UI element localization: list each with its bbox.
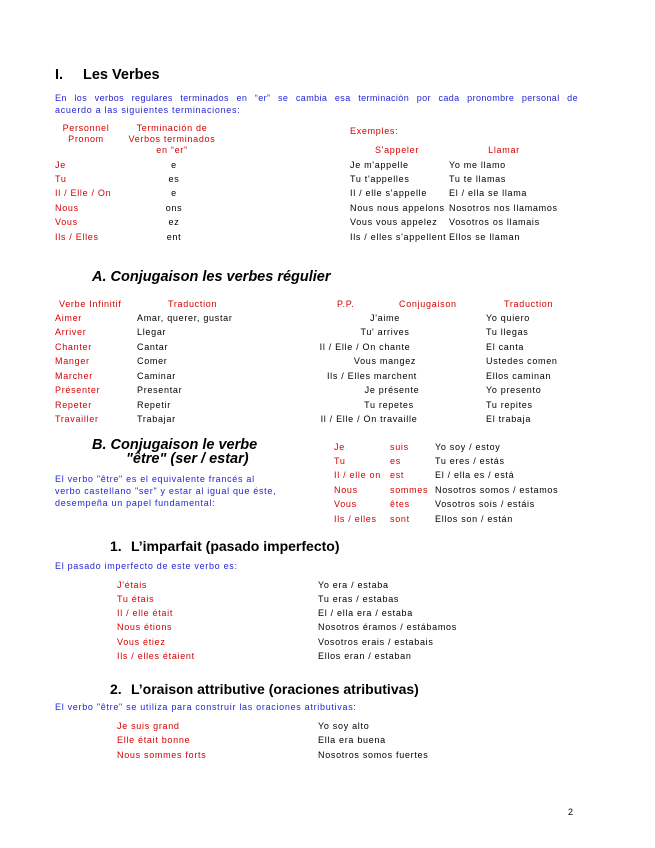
spanish-cell: Nosotros éramos / estábamos	[318, 622, 457, 633]
ending-cell: ez	[168, 217, 180, 228]
examples-table	[350, 160, 580, 245]
french-cell: Nous étions	[117, 622, 173, 633]
french-example-cell: Tu t'appelles	[350, 173, 410, 184]
header-ending: Verbos terminados	[128, 134, 216, 144]
table-row	[350, 217, 580, 228]
section-number: I.	[55, 67, 64, 83]
imparfait-table	[117, 580, 477, 666]
list-item	[117, 651, 477, 662]
ending-cell: ent	[166, 231, 182, 242]
infinitive-cell: Manger	[55, 356, 90, 366]
french-cell: Nous sommes forts	[117, 749, 207, 760]
spanish-cell: Ellos son / están	[435, 513, 513, 524]
infinitive-cell: Aimer	[55, 312, 83, 323]
infinitive-cell: Repeter	[55, 399, 92, 410]
spanish-cell: Yo soy / estoy	[435, 441, 501, 452]
ending-cell: es	[168, 173, 180, 184]
infinitive-cell: Marcher	[55, 370, 93, 381]
spanish-cell: Tu eras / estabas	[318, 593, 400, 604]
pronoun-cell: Nous	[334, 484, 358, 495]
ending-cell: e	[171, 159, 177, 170]
french-example-cell: Il / elle s'appelle	[350, 188, 428, 199]
french-example-cell: Je m'appelle	[350, 159, 409, 170]
french-cell: J'étais	[117, 579, 148, 590]
spanish-cell: Vosotros erais / estabais	[318, 636, 434, 647]
table-row	[55, 313, 595, 324]
ending-cell: e	[171, 188, 177, 199]
table-row	[350, 232, 580, 243]
spanish-cell: Tu eres / estás	[435, 455, 505, 466]
spanish-cell: Ellos eran / estaban	[318, 651, 412, 661]
table-row	[55, 203, 215, 214]
spanish-cell: Nosotros somos fuertes	[318, 749, 429, 760]
infinitive-cell: Travailler	[55, 414, 99, 424]
verb-form-cell: es	[390, 455, 401, 466]
pronoun-cell: Tu	[334, 455, 346, 466]
conjugation-cell: Tu repetes	[364, 399, 414, 410]
section-a-title: A. Conjugaison les verbes régulier	[92, 268, 331, 285]
spanish-cell: Ella era buena	[318, 735, 386, 745]
list-item	[117, 721, 477, 732]
header-french-example: S'appeler	[374, 145, 420, 155]
french-cell: Elle était bonne	[117, 735, 191, 745]
translation-cell: Amar, querer, gustar	[137, 312, 233, 323]
spanish-cell: Nosotros somos / estamos	[435, 484, 559, 495]
table-row	[334, 470, 584, 481]
table-row	[334, 442, 584, 453]
infinitive-cell: Présenter	[55, 385, 101, 395]
table-row	[55, 232, 215, 243]
section-b-intro-line: verbo castellano "ser" y estar al igual que éste,	[55, 485, 277, 496]
verb-form-cell: êtes	[390, 499, 410, 510]
section-b-title: B. Conjugaison le verbe	[92, 436, 258, 453]
french-example-cell: Nous nous appelons	[350, 202, 445, 213]
translation-cell: Llegar	[137, 327, 167, 337]
subsection-title: L’imparfait (pasado imperfecto)	[131, 538, 340, 554]
list-item	[117, 594, 477, 605]
conjugation-cell: J'aime	[370, 312, 400, 323]
pronoun-cell: Ils / elles	[334, 513, 377, 524]
endings-table	[55, 160, 215, 245]
french-cell: Je suis grand	[117, 720, 180, 731]
intro-line: acuerdo a las siguientes terminaciones:	[55, 105, 241, 115]
table-row	[334, 485, 584, 496]
table-row	[334, 499, 584, 510]
page-number: 2	[568, 806, 574, 817]
table-row	[55, 342, 595, 353]
subsection-title: L’oraison attributive (oraciones atributivas)	[131, 681, 419, 697]
verb-form-cell: sommes	[390, 484, 429, 495]
conj-translation-cell: Yo quiero	[486, 312, 531, 323]
table-row	[55, 371, 595, 382]
table-row	[55, 385, 595, 396]
section-b-intro-line: El verbo "être" es el equivalente francés al	[55, 473, 255, 484]
table-row	[55, 414, 595, 425]
conj-translation-cell: El canta	[486, 341, 525, 352]
conj-translation-cell: Ustedes comen	[486, 356, 558, 366]
spanish-cell: Yo era / estaba	[318, 579, 389, 590]
conj-translation-cell: Ellos caminan	[486, 370, 552, 381]
list-item	[117, 735, 477, 746]
infinitive-cell: Chanter	[55, 341, 92, 352]
pronoun-cell: Il / Elle / On	[55, 188, 112, 199]
list-item	[117, 608, 477, 619]
infinitive-cell: Arriver	[55, 327, 87, 337]
translation-cell: Cantar	[137, 341, 169, 352]
header-conjugation: Conjugaison	[399, 298, 457, 309]
ending-cell: ons	[165, 202, 183, 213]
pronoun-cell: Tu	[55, 173, 67, 184]
conjugation-cell: Il / Elle / On chante	[319, 341, 411, 352]
subsection-number: 1.	[110, 538, 122, 554]
header-infinitive: Verbe Infinitif	[59, 298, 122, 309]
spanish-cell: Vosotros sois / estáis	[435, 499, 535, 510]
spanish-cell: Yo soy alto	[318, 720, 370, 731]
spanish-example-cell: Vosotros os llamais	[449, 217, 540, 228]
translation-cell: Repetir	[137, 399, 171, 410]
french-example-cell: Vous vous appelez	[350, 217, 438, 228]
subsection-number: 2.	[110, 681, 122, 697]
table-row	[334, 514, 584, 525]
header-conj-translation: Traduction	[504, 298, 554, 309]
section-title: Les Verbes	[83, 67, 160, 83]
header-pronoun: Pronom	[68, 134, 104, 144]
conjugation-cell: Vous mangez	[353, 356, 417, 366]
spanish-cell: El / ella es / está	[435, 470, 515, 481]
pronoun-cell: Ils / Elles	[55, 231, 99, 242]
attributive-intro: El verbo "être" se utiliza para construir las oraciones atributivas:	[55, 701, 357, 712]
pronoun-cell: Je	[334, 441, 345, 452]
conjugation-cell: Ils / Elles marchent	[326, 370, 418, 381]
table-row	[350, 160, 580, 171]
spanish-example-cell: Ellos se llaman	[449, 231, 521, 242]
translation-cell: Comer	[137, 356, 168, 366]
pronoun-cell: Nous	[55, 202, 79, 213]
list-item	[117, 622, 477, 633]
french-cell: Il / elle était	[117, 608, 174, 619]
etre-table	[334, 442, 584, 526]
table-row	[55, 217, 215, 228]
header-ending: Terminación de	[136, 123, 208, 133]
section-b-title: "être" (ser / estar)	[126, 450, 249, 467]
table-row	[55, 400, 595, 411]
list-item	[117, 637, 477, 648]
conj-translation-cell: El trabaja	[486, 414, 532, 424]
header-pronoun: Personnel	[62, 123, 110, 133]
spanish-cell: El / ella era / estaba	[318, 608, 413, 619]
imparfait-intro: El pasado imperfecto de este verbo es:	[55, 560, 238, 571]
conj-translation-cell: Yo presento	[486, 385, 542, 395]
table-row	[55, 188, 215, 199]
pronoun-cell: Vous	[55, 217, 78, 228]
regular-verbs-table	[55, 313, 595, 429]
examples-label: Exemples:	[350, 126, 399, 136]
table-row	[55, 327, 595, 338]
conjugation-cell: Il / Elle / On travaille	[320, 414, 418, 424]
table-row	[350, 174, 580, 185]
table-row	[55, 160, 215, 171]
conj-translation-cell: Tu repites	[486, 399, 533, 410]
list-item	[117, 580, 477, 591]
table-row	[350, 203, 580, 214]
pronoun-cell: Vous	[334, 499, 357, 510]
header-translation: Traduction	[168, 298, 218, 309]
spanish-example-cell: El / ella se llama	[449, 188, 528, 199]
conjugation-cell: Tu' arrives	[360, 327, 410, 337]
verb-form-cell: est	[390, 470, 405, 481]
pronoun-cell: Je	[55, 159, 66, 170]
spanish-example-cell: Nosotros nos llamamos	[449, 202, 558, 213]
attributive-table	[117, 721, 477, 761]
pronoun-cell: Il / elle on	[334, 470, 381, 481]
verb-form-cell: sont	[390, 513, 410, 524]
list-item	[117, 750, 477, 761]
section-b-intro-line: desempeña un papel fundamental:	[55, 497, 216, 508]
conjugation-cell: Je présente	[364, 385, 420, 395]
translation-cell: Presentar	[137, 385, 183, 395]
french-cell: Tu étais	[117, 593, 155, 604]
header-pp: P.P.	[337, 298, 355, 309]
translation-cell: Trabajar	[137, 414, 176, 424]
french-cell: Vous étiez	[117, 636, 166, 647]
conj-translation-cell: Tu llegas	[486, 327, 529, 337]
header-spanish-example: Llamar	[488, 145, 520, 155]
spanish-example-cell: Tu te llamas	[449, 173, 507, 184]
intro-line: En los verbos regulares terminados en “er” se cambia esa terminación por cada pronombre personal de	[55, 93, 578, 103]
header-ending: en “er”	[156, 145, 188, 155]
table-row	[55, 356, 595, 367]
spanish-example-cell: Yo me llamo	[449, 159, 506, 170]
translation-cell: Caminar	[137, 370, 176, 381]
verb-form-cell: suis	[390, 441, 409, 452]
table-row	[350, 188, 580, 199]
french-example-cell: Ils / elles s'appellent	[350, 231, 447, 242]
table-row	[334, 456, 584, 467]
table-row	[55, 174, 215, 185]
french-cell: Ils / elles étaient	[117, 651, 195, 661]
